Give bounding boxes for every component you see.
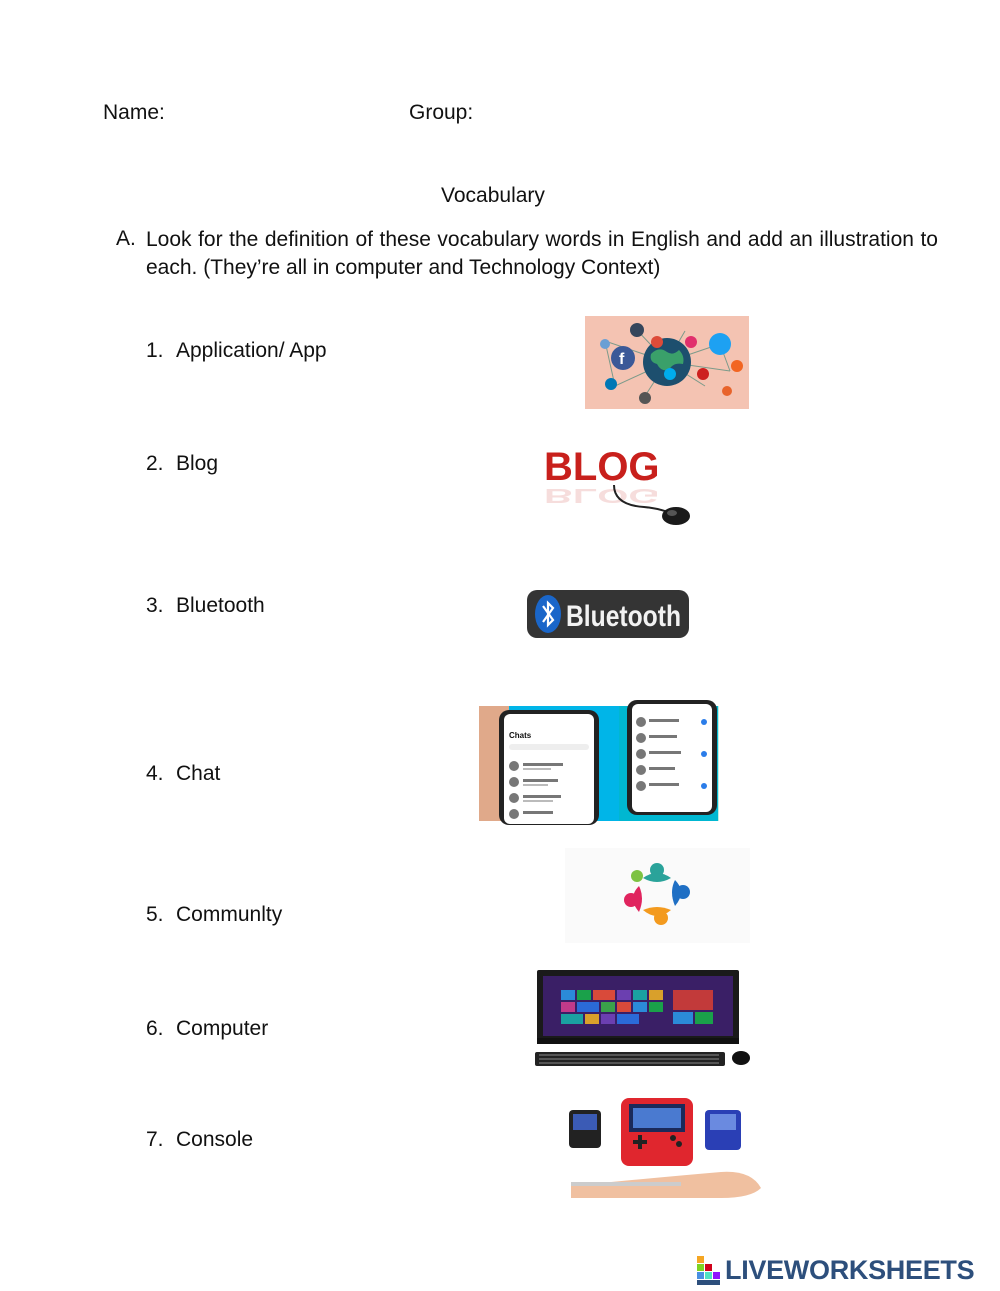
vocab-word-community: Communlty <box>176 903 283 926</box>
blog-illustration <box>522 430 700 533</box>
vocab-word-computer: Computer <box>176 1017 269 1040</box>
section-letter: A. <box>116 227 136 250</box>
chat-screen-title: Chats <box>509 731 532 740</box>
liveworksheets-logo <box>697 1253 995 1287</box>
page-title: Vocabulary <box>441 184 545 207</box>
item-number-1: 1. <box>146 339 164 362</box>
vocab-word-application: Application/ App <box>176 339 327 362</box>
vocab-word-chat: Chat <box>176 762 221 785</box>
bluetooth-text: Bluetooth <box>566 600 681 633</box>
liveworksheets-wordmark: LIVEWORKSHEETS <box>725 1255 975 1285</box>
item-number-4: 4. <box>146 762 164 785</box>
group-label: Group: <box>409 101 474 124</box>
computer-illustration <box>533 968 755 1072</box>
chat-illustration <box>479 706 718 821</box>
bluetooth-illustration <box>525 584 690 644</box>
name-label: Name: <box>103 101 165 124</box>
blog-reflection: BLOG <box>544 484 660 508</box>
item-number-6: 6. <box>146 1017 164 1040</box>
item-number-7: 7. <box>146 1128 164 1151</box>
app-illustration <box>585 316 749 409</box>
community-illustration <box>565 848 750 943</box>
instruction-text: Look for the definition of these vocabulary words in English and add an illustration to each. (They’re all in computer and Technology Context) <box>146 228 938 279</box>
blog-text: BLOG <box>544 445 660 489</box>
console-illustration <box>557 1094 762 1212</box>
svg-text:f: f <box>619 351 625 368</box>
item-number-3: 3. <box>146 594 164 617</box>
mouse-icon <box>662 507 690 525</box>
vocab-word-bluetooth: Bluetooth <box>176 594 265 617</box>
item-number-2: 2. <box>146 452 164 475</box>
vocab-word-blog: Blog <box>176 452 219 475</box>
liveworksheets-mark-icon <box>697 1256 723 1286</box>
mouse-icon <box>732 1051 750 1065</box>
item-number-5: 5. <box>146 903 164 926</box>
vocab-word-console: Console <box>176 1128 254 1151</box>
